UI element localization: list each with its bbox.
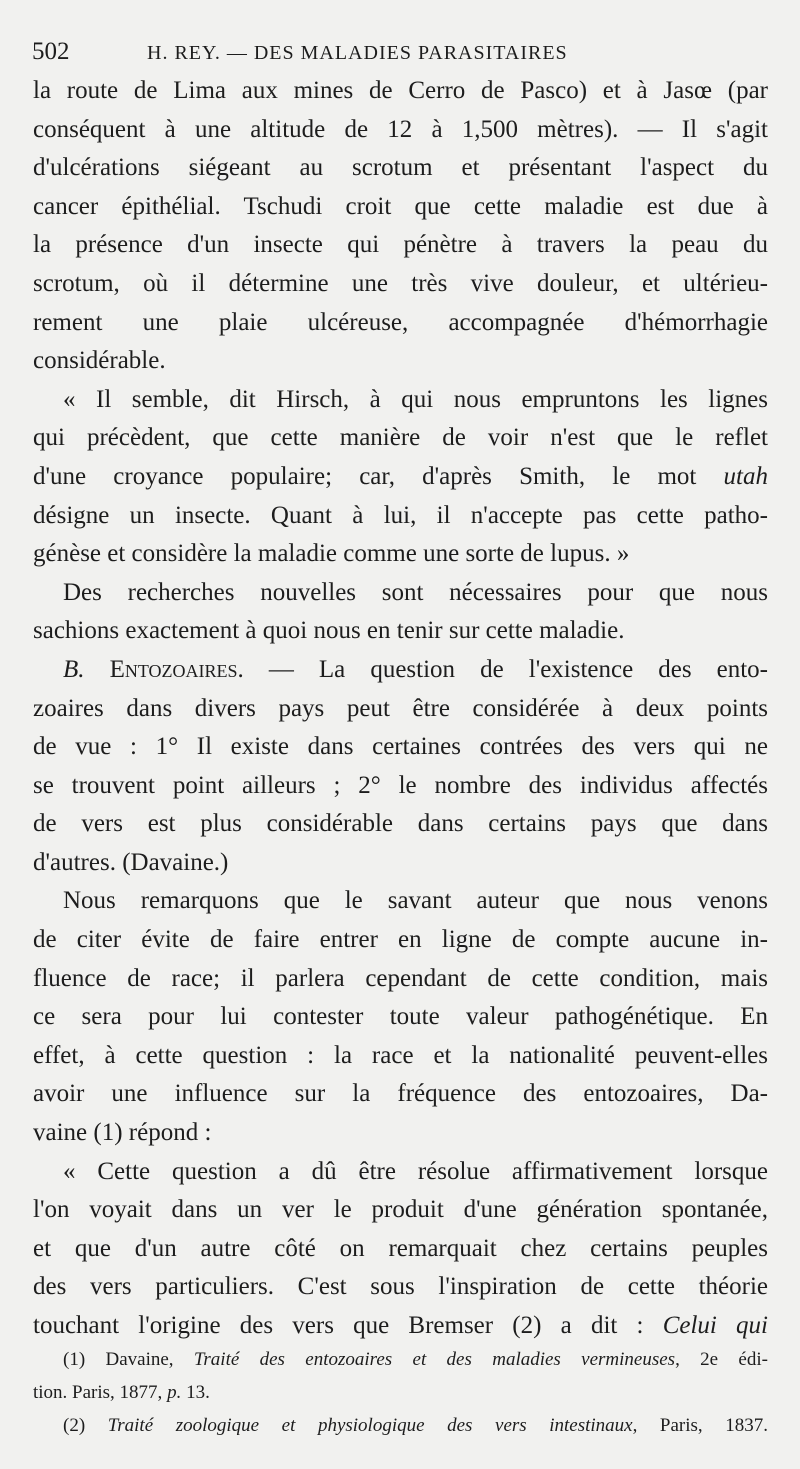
text-line (33, 419, 768, 458)
text-line (33, 265, 768, 304)
text-line (33, 728, 768, 767)
text-line-segment: qui précèdent, que cette manière de voir n'est que le reflet (33, 424, 768, 452)
page-number: 502 (32, 38, 70, 65)
footnote-line-segment: 13. (181, 1382, 210, 1403)
text-line (33, 226, 768, 265)
text-line-segment: Des recherches nouvelles sont nécessaires pour que nous (63, 578, 768, 606)
text-line-segment: effet, à cette question : la race et la nationalité peuvent-elles (33, 1041, 768, 1069)
footnote-line (33, 1409, 768, 1442)
text-line-segment: Nous remarquons que le savant auteur que nous venons (63, 887, 768, 915)
text-line-segment: ce sera pour lui contester toute valeur pathogénétique. En (33, 1003, 768, 1031)
footnote-line (33, 1376, 768, 1409)
text-line (33, 844, 768, 883)
text-line-segment: vaine (1) répond : (33, 1119, 212, 1147)
text-line (33, 342, 768, 381)
footnote-line-segment: Traité des entozoaires et des maladies vermineuses (193, 1349, 676, 1370)
text-line-segment: la présence d'un insecte qui pénètre à travers la peau du (33, 231, 768, 259)
text-line-segment: sachions exactement à quoi nous en tenir sur cette maladie. (33, 617, 625, 645)
text-line (33, 1153, 768, 1192)
text-line-segment: « Il semble, dit Hirsch, à qui nous empruntons les lignes (63, 385, 768, 413)
text-line (33, 535, 768, 574)
text-line (33, 882, 768, 921)
text-line (33, 149, 768, 188)
text-line (33, 998, 768, 1037)
text-line (33, 381, 768, 420)
text-line (33, 1114, 768, 1153)
footnote-line-segment: (1) Davaine, (63, 1349, 194, 1370)
text-line-segment: utah (723, 462, 768, 490)
footnote-line-segment: p. (167, 1382, 182, 1403)
text-line-segment: scrotum, où il détermine une très vive douleur, et ultérieu- (33, 269, 768, 297)
page-header (32, 38, 772, 72)
text-line (33, 960, 768, 999)
text-line-segment: de citer évite de faire entrer en ligne de compte aucune in- (33, 926, 768, 954)
running-head: H. REY. — DES MALADIES PARASITAIRES (147, 42, 568, 64)
text-line (33, 1268, 768, 1307)
text-line (33, 1191, 768, 1230)
text-line-segment: la route de Lima aux mines de Cerro de Pasco) et à Jasœ (par (33, 77, 768, 104)
text-line-segment: « Cette question a dû être résolue affirmativement lorsque (63, 1157, 768, 1185)
text-line (33, 1037, 768, 1076)
text-line-segment: génèse et considère la maladie comme une sorte de lupus. » (33, 540, 630, 568)
text-line-segment: Entozoaires (109, 655, 238, 683)
text-line-segment: touchant l'origine des vers que Bremser (2) a dit : (33, 1312, 663, 1339)
text-line (33, 497, 768, 536)
text-line-segment: rement une plaie ulcéreuse, accompagnée d'hémorrhagie (33, 308, 768, 336)
text-line-segment: d'autres. (Davaine.) (33, 848, 229, 876)
footnote-line (33, 1343, 768, 1376)
text-line-segment: conséquent à une altitude de 12 à 1,500 mètres). — Il s'agit (33, 115, 768, 143)
footnote-line-segment: tion. Paris, 1877, (33, 1382, 168, 1403)
text-line-segment: . — La question de l'existence des ento- (237, 655, 769, 683)
text-line (33, 304, 768, 343)
footnote-line-segment: , 2e édi- (675, 1349, 768, 1370)
body-text (33, 72, 768, 1346)
footnote-line-segment: (2) (63, 1415, 108, 1436)
text-line (33, 1075, 768, 1114)
text-line-segment: Celui qui (662, 1312, 768, 1339)
text-line-segment: l'on voyait dans un ver le produit d'une génération spontanée, (33, 1196, 768, 1224)
text-line (33, 1230, 768, 1269)
text-line (33, 651, 768, 690)
text-line (33, 921, 768, 960)
text-line (33, 612, 768, 651)
text-line-segment: cancer épithélial. Tschudi croit que cette maladie est due à (33, 192, 768, 220)
text-line-segment: fluence de race; il parlera cependant de cette condition, mais (33, 964, 768, 992)
text-line (33, 1307, 768, 1346)
text-line-segment: et que d'un autre côté on remarquait chez certains peuples (33, 1234, 768, 1262)
text-line (33, 458, 768, 497)
text-line-segment: de vers est plus considérable dans certains pays que dans (33, 810, 768, 838)
text-line-segment (85, 656, 110, 683)
text-line-segment: se trouvent point ailleurs ; 2° le nombre des individus affectés (33, 771, 768, 799)
text-line (33, 188, 768, 227)
text-line-segment: désigne un insecte. Quant à lui, il n'accepte pas cette patho- (33, 501, 768, 529)
text-line (33, 805, 768, 844)
text-line-segment: B. (63, 655, 85, 683)
text-line (33, 72, 768, 111)
text-line (33, 574, 768, 613)
text-line-segment: zoaires dans divers pays peut être considérée à deux points (33, 694, 768, 722)
footnotes (33, 1343, 768, 1442)
text-line-segment: de vue : 1° Il existe dans certaines contrées des vers qui ne (33, 733, 768, 761)
text-line-segment: des vers particuliers. C'est sous l'inspiration de cette théorie (33, 1273, 768, 1301)
text-line (33, 111, 768, 150)
text-line (33, 767, 768, 806)
text-line-segment: considérable. (33, 347, 166, 375)
text-line-segment: avoir une influence sur la fréquence des entozoaires, Da- (33, 1080, 768, 1108)
text-line-segment: d'ulcérations siégeant au scrotum et présentant l'aspect du (33, 154, 768, 182)
text-line-segment: d'une croyance populaire; car, d'après Smith, le mot (33, 462, 724, 490)
footnote-line-segment: Traité zoologique et physiologique des vers intestinaux (107, 1415, 633, 1436)
text-line (33, 690, 768, 729)
footnote-line-segment: , Paris, 1837. (632, 1415, 768, 1436)
